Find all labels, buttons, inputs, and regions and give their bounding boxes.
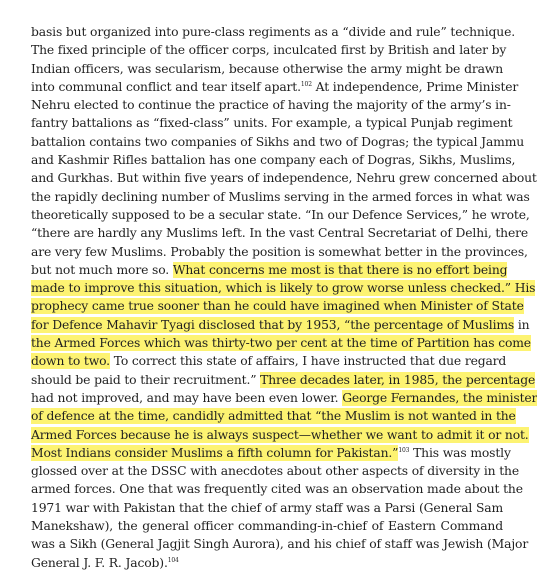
text-line — [31, 188, 530, 206]
text-segment: glossed over at the DSSC with anecdotes about other aspects of diversity in the — [31, 464, 519, 479]
highlighted-text: “the percentage of Muslims — [344, 317, 515, 332]
text-segment: The fixed principle of the officer corps, inculcated first by British and later by — [31, 43, 507, 58]
text-line — [31, 462, 519, 480]
text-segment: 1971 war with Pakistan that the chief of army staff was a Parsi (General Sam — [31, 500, 504, 515]
text-segment: battalion contains two companies of Sikhs and two of Dogras; the typical Jammu — [31, 134, 525, 149]
text-segment: Manekshaw), the general officer commanding-in-chief of Eastern Command — [31, 519, 503, 534]
text-segment: fantry battalions as “fixed-class” units. For example, a typical Punjab regiment — [31, 116, 513, 131]
text-line — [31, 60, 503, 78]
text-line — [31, 554, 503, 572]
highlighted-text: Armed Forces because he is always suspect—whether we want to admit it or not. — [31, 427, 529, 442]
text-line — [31, 352, 507, 370]
text-line — [31, 297, 524, 315]
text-segment: was a Sikh (General Jagjit Singh Aurora), and his chief of staff was Jewish (Major — [31, 537, 529, 552]
text-segment: At independence, Prime Minister — [311, 79, 519, 94]
text-line — [31, 279, 536, 297]
text-line — [31, 23, 515, 41]
text-line — [31, 316, 530, 334]
text-line — [31, 114, 513, 132]
text-line — [31, 407, 516, 425]
highlighted-text: made to improve this situation, which is likely to grow worse unless checked.” — [31, 281, 511, 296]
text-line — [31, 206, 530, 224]
text-segment: the rapidly declining number of Muslims serving in the armed forces in what was — [31, 189, 530, 204]
text-segment: armed forces. One that was frequently cited was an observation made about the — [31, 482, 523, 497]
text-line — [31, 389, 537, 407]
text-segment: and Kashmir Rifles battalion has one company each of Dogras, Sikhs, Muslims, — [31, 153, 516, 168]
text-segment: basis but organized into pure-class regiments as a “divide and rule” technique. — [31, 25, 515, 39]
text-segment: into communal conflict and tear itself apart. — [31, 79, 301, 94]
highlighted-text: down to two. — [31, 354, 110, 369]
text-line — [31, 169, 537, 187]
highlighted-text: What concerns me most is that there is no effort being — [172, 262, 508, 277]
text-line — [31, 224, 529, 242]
highlighted-text: the Armed Forces which was thirty-two per cent at the time of Partition has come — [31, 336, 531, 351]
text-page — [31, 23, 537, 572]
text-segment: should be paid to their recruitment.” — [31, 372, 261, 387]
text-segment: had not improved, and may have been even lower. — [31, 390, 343, 405]
highlighted-text: Most Indians consider Muslims a fifth column for Pakistan.” — [31, 445, 399, 460]
text-line — [31, 96, 511, 114]
highlighted-text: George Fernandes, the minister — [342, 390, 537, 405]
text-line — [31, 444, 511, 462]
text-segment: General J. F. R. Jacob). — [31, 555, 168, 570]
footnote-marker: 103 — [398, 446, 410, 454]
text-segment: theoretically supposed to be a secular state. “In our Defence Services,” he wrote, — [31, 207, 530, 222]
text-segment: To correct this state of affairs, I have instructed that due regard — [109, 354, 507, 369]
text-line — [31, 334, 531, 352]
text-line — [31, 426, 529, 444]
text-segment: and Gurkhas. But within five years of independence, Nehru grew concerned about — [31, 171, 537, 186]
text-segment: Indian officers, was secularism, because otherwise the army might be drawn — [31, 61, 503, 76]
highlighted-text: of defence at the time, candidly admitted that “the Muslim is not wanted in the — [31, 409, 516, 424]
highlighted-text: for Defence Mahavir Tyagi disclosed that by 1953, — [31, 317, 345, 332]
footnote-marker: 102 — [300, 80, 312, 88]
text-segment: Nehru elected to continue the practice of having the majority of the army’s in- — [31, 98, 511, 113]
text-line — [31, 243, 528, 261]
text-line — [31, 151, 516, 169]
highlighted-text: prophecy came true sooner than he could have imagined when Minister of State — [31, 299, 524, 314]
text-segment: are very few Muslims. Probably the position is somewhat better in the provinces, — [31, 244, 528, 259]
text-line — [31, 480, 523, 498]
text-line — [31, 78, 519, 96]
highlighted-text: Three decades later, in 1985, the percentage — [260, 372, 536, 387]
text-segment: in — [514, 317, 530, 332]
text-segment: “there are hardly any Muslims left. In the vast Central Secretariat of Delhi, there — [31, 226, 529, 241]
text-line — [31, 517, 503, 535]
text-line — [31, 133, 525, 151]
text-line — [31, 371, 536, 389]
text-segment: This was mostly — [409, 445, 511, 460]
footnote-marker: 104 — [167, 556, 179, 564]
highlighted-text: His — [510, 281, 536, 296]
text-line — [31, 41, 507, 59]
text-line — [31, 535, 529, 553]
text-line — [31, 499, 503, 517]
text-segment: but not much more so. — [31, 262, 173, 277]
text-line — [31, 261, 508, 279]
